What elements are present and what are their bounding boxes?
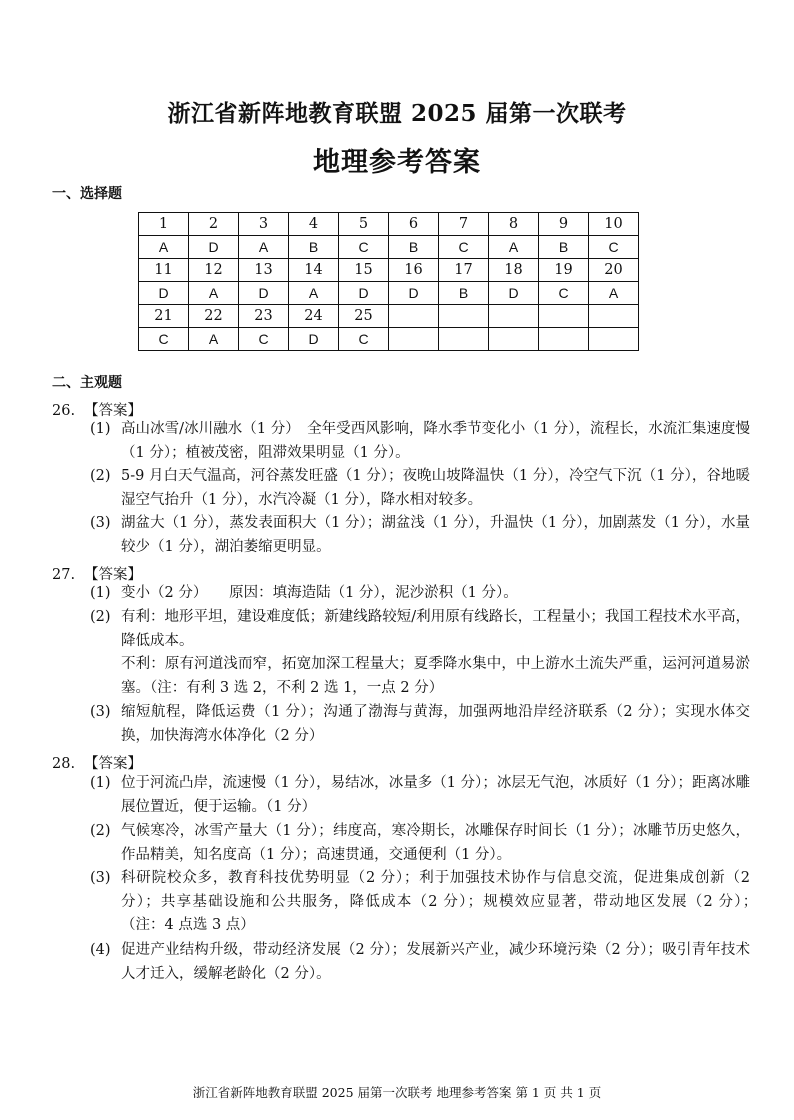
- question-number-row: [139, 259, 639, 282]
- item-text: 促进产业结构升级，带动经济发展（2 分）；发展新兴产业，减少环境污染（2 分）；吸引青年技术人才迁入，缓解老龄化（2 分）。: [121, 942, 750, 982]
- question-number-cell: 4: [289, 213, 339, 236]
- question-number-cell: 23: [239, 305, 289, 328]
- answer-cell: C: [339, 236, 389, 259]
- answer-cell: A: [289, 282, 339, 305]
- question-number-cell: [539, 305, 589, 328]
- question-number-cell: 22: [189, 305, 239, 328]
- answer-item: [90, 772, 750, 819]
- question-27-header: [52, 563, 142, 584]
- answer-cell: D: [339, 282, 389, 305]
- section-heading-choice: 一、选择题: [52, 186, 122, 202]
- question-number-cell: 25: [339, 305, 389, 328]
- answer-cell: [489, 328, 539, 351]
- item-label: (4): [90, 942, 111, 958]
- answer-cell: A: [239, 236, 289, 259]
- question-number-cell: [489, 305, 539, 328]
- page-title: 地理参考答案: [313, 147, 481, 178]
- question-number-cell: 10: [589, 213, 639, 236]
- section-heading-subjective: 二、主观题: [52, 375, 122, 391]
- item-label: (1): [90, 775, 111, 791]
- answer-item: [90, 867, 765, 938]
- question-number: 26.: [52, 403, 76, 419]
- question-number-cell: 8: [489, 213, 539, 236]
- answer-cell: A: [139, 236, 189, 259]
- answer-item: [90, 606, 750, 700]
- answer-tag: 【答案】: [84, 567, 142, 583]
- answer-cell: D: [139, 282, 189, 305]
- answer-cell: B: [439, 282, 489, 305]
- question-number-cell: 3: [239, 213, 289, 236]
- answer-cell: C: [239, 328, 289, 351]
- answer-cell: B: [289, 236, 339, 259]
- item-text: 有利：地形平坦，建设难度低；新建线路较短/利用原有线路长，工程量小；我国工程技术水平高，降低成本。: [121, 609, 750, 649]
- answer-cell: B: [539, 236, 589, 259]
- answer-cell: [539, 328, 589, 351]
- item-text: 变小（2 分） 原因：填海造陆（1 分），泥沙淤积（1 分）。: [121, 585, 518, 601]
- answer-cell: [389, 328, 439, 351]
- item-label: (2): [90, 609, 111, 625]
- question-number-cell: 13: [239, 259, 289, 282]
- item-text: 高山冰雪/冰川融水（1 分） 全年受西风影响，降水季节变化小（1 分），流程长，水流汇集速度慢（1 分）；植被茂密，阻滞效果明显（1 分）。: [121, 421, 750, 461]
- question-number-cell: [389, 305, 439, 328]
- answer-row: [139, 282, 639, 305]
- answer-cell: D: [239, 282, 289, 305]
- choice-answer-table: [138, 212, 639, 351]
- answer-cell: D: [489, 282, 539, 305]
- item-text: 气候寒冷，冰雪产量大（1 分）；纬度高，寒冷期长，冰雕保存时间长（1 分）；冰雕节历史悠久，作品精美，知名度高（1 分）；高速贯通，交通便利（1 分）。: [121, 823, 750, 863]
- answer-cell: C: [539, 282, 589, 305]
- item-label: (1): [90, 585, 111, 601]
- question-number-row: [139, 213, 639, 236]
- question-number-cell: 21: [139, 305, 189, 328]
- question-number-cell: 19: [539, 259, 589, 282]
- answer-item: [90, 820, 750, 867]
- item-text: 5-9 月白天气温高，河谷蒸发旺盛（1 分）；夜晚山坡降温快（1 分），冷空气下沉（1 分），谷地暖湿空气抬升（1 分），水汽冷凝（1 分），降水相对较多。: [121, 468, 750, 508]
- answer-item: [90, 582, 750, 606]
- answer-item: [90, 512, 750, 559]
- item-text-continued: 不利：原有河道浅而窄，拓宽加深工程量大；夏季降水集中，中上游水土流失严重，运河河道易淤塞。（注：有利 3 选 2，不利 2 选 1，一点 2 分）: [121, 656, 750, 696]
- question-number-cell: 2: [189, 213, 239, 236]
- question-number-cell: 11: [139, 259, 189, 282]
- answer-cell: [439, 328, 489, 351]
- answer-cell: A: [189, 282, 239, 305]
- answer-cell: D: [189, 236, 239, 259]
- answer-item: [90, 939, 750, 986]
- question-number-cell: 14: [289, 259, 339, 282]
- item-text: 科研院校众多，教育科技优势明显（2 分）；利于加强技术协作与信息交流，促进集成创新（2 分）；共享基础设施和公共服务，降低成本（2 分）；规模效应显著，带动地区发展（2 分）； （注：4 点选 3 点）: [121, 870, 765, 933]
- answer-tag: 【答案】: [84, 756, 142, 772]
- question-number-cell: 18: [489, 259, 539, 282]
- answer-cell: A: [489, 236, 539, 259]
- question-number-cell: 12: [189, 259, 239, 282]
- item-label: (2): [90, 468, 111, 484]
- question-number-cell: 17: [439, 259, 489, 282]
- answer-cell: B: [389, 236, 439, 259]
- question-number-cell: 9: [539, 213, 589, 236]
- answer-cell: C: [589, 236, 639, 259]
- answer-cell: C: [339, 328, 389, 351]
- question-number: 27.: [52, 567, 76, 583]
- question-number-cell: 6: [389, 213, 439, 236]
- answer-cell: C: [439, 236, 489, 259]
- answer-item: [90, 418, 750, 465]
- item-text: 位于河流凸岸，流速慢（1 分），易结冰，冰量多（1 分）；冰层无气泡，冰质好（1 分）；距离冰雕展位置近，便于运输。（1 分）: [121, 775, 750, 815]
- answer-row: [139, 328, 639, 351]
- question-number-cell: 15: [339, 259, 389, 282]
- question-number-cell: 7: [439, 213, 489, 236]
- answer-cell: A: [589, 282, 639, 305]
- page-footer: 浙江省新阵地教育联盟 2025 届第一次联考 地理参考答案 第 1 页 共 1 页: [192, 1085, 602, 1100]
- question-number-cell: 5: [339, 213, 389, 236]
- answer-cell: D: [289, 328, 339, 351]
- answer-cell: A: [189, 328, 239, 351]
- item-label: (1): [90, 421, 111, 437]
- answer-cell: [589, 328, 639, 351]
- question-number-cell: 1: [139, 213, 189, 236]
- question-number-row: [139, 305, 639, 328]
- answer-cell: D: [389, 282, 439, 305]
- item-text: 缩短航程，降低运费（1 分）；沟通了渤海与黄海，加强两地沿岸经济联系（2 分）；实现水体交换，加快海湾水体净化（2 分）: [121, 704, 750, 744]
- item-label: (2): [90, 823, 111, 839]
- question-number-cell: [589, 305, 639, 328]
- question-number-cell: 16: [389, 259, 439, 282]
- answer-row: [139, 236, 639, 259]
- item-text: 湖盆大（1 分），蒸发表面积大（1 分）；湖盆浅（1 分），升温快（1 分），加剧蒸发（1 分），水量较少（1 分），湖泊萎缩更明显。: [121, 515, 750, 555]
- answer-item: [90, 465, 750, 512]
- item-label: (3): [90, 515, 111, 531]
- question-number-cell: 20: [589, 259, 639, 282]
- question-number-cell: [439, 305, 489, 328]
- answer-tag: 【答案】: [84, 403, 142, 419]
- item-label: (3): [90, 870, 111, 886]
- answer-cell: C: [139, 328, 189, 351]
- question-number: 28.: [52, 756, 76, 772]
- question-number-cell: 24: [289, 305, 339, 328]
- question-28-header: [52, 752, 142, 773]
- answer-item: [90, 701, 750, 748]
- item-label: (3): [90, 704, 111, 720]
- question-26-header: [52, 399, 142, 420]
- exam-title: 浙江省新阵地教育联盟 2025 届第一次联考: [167, 100, 627, 127]
